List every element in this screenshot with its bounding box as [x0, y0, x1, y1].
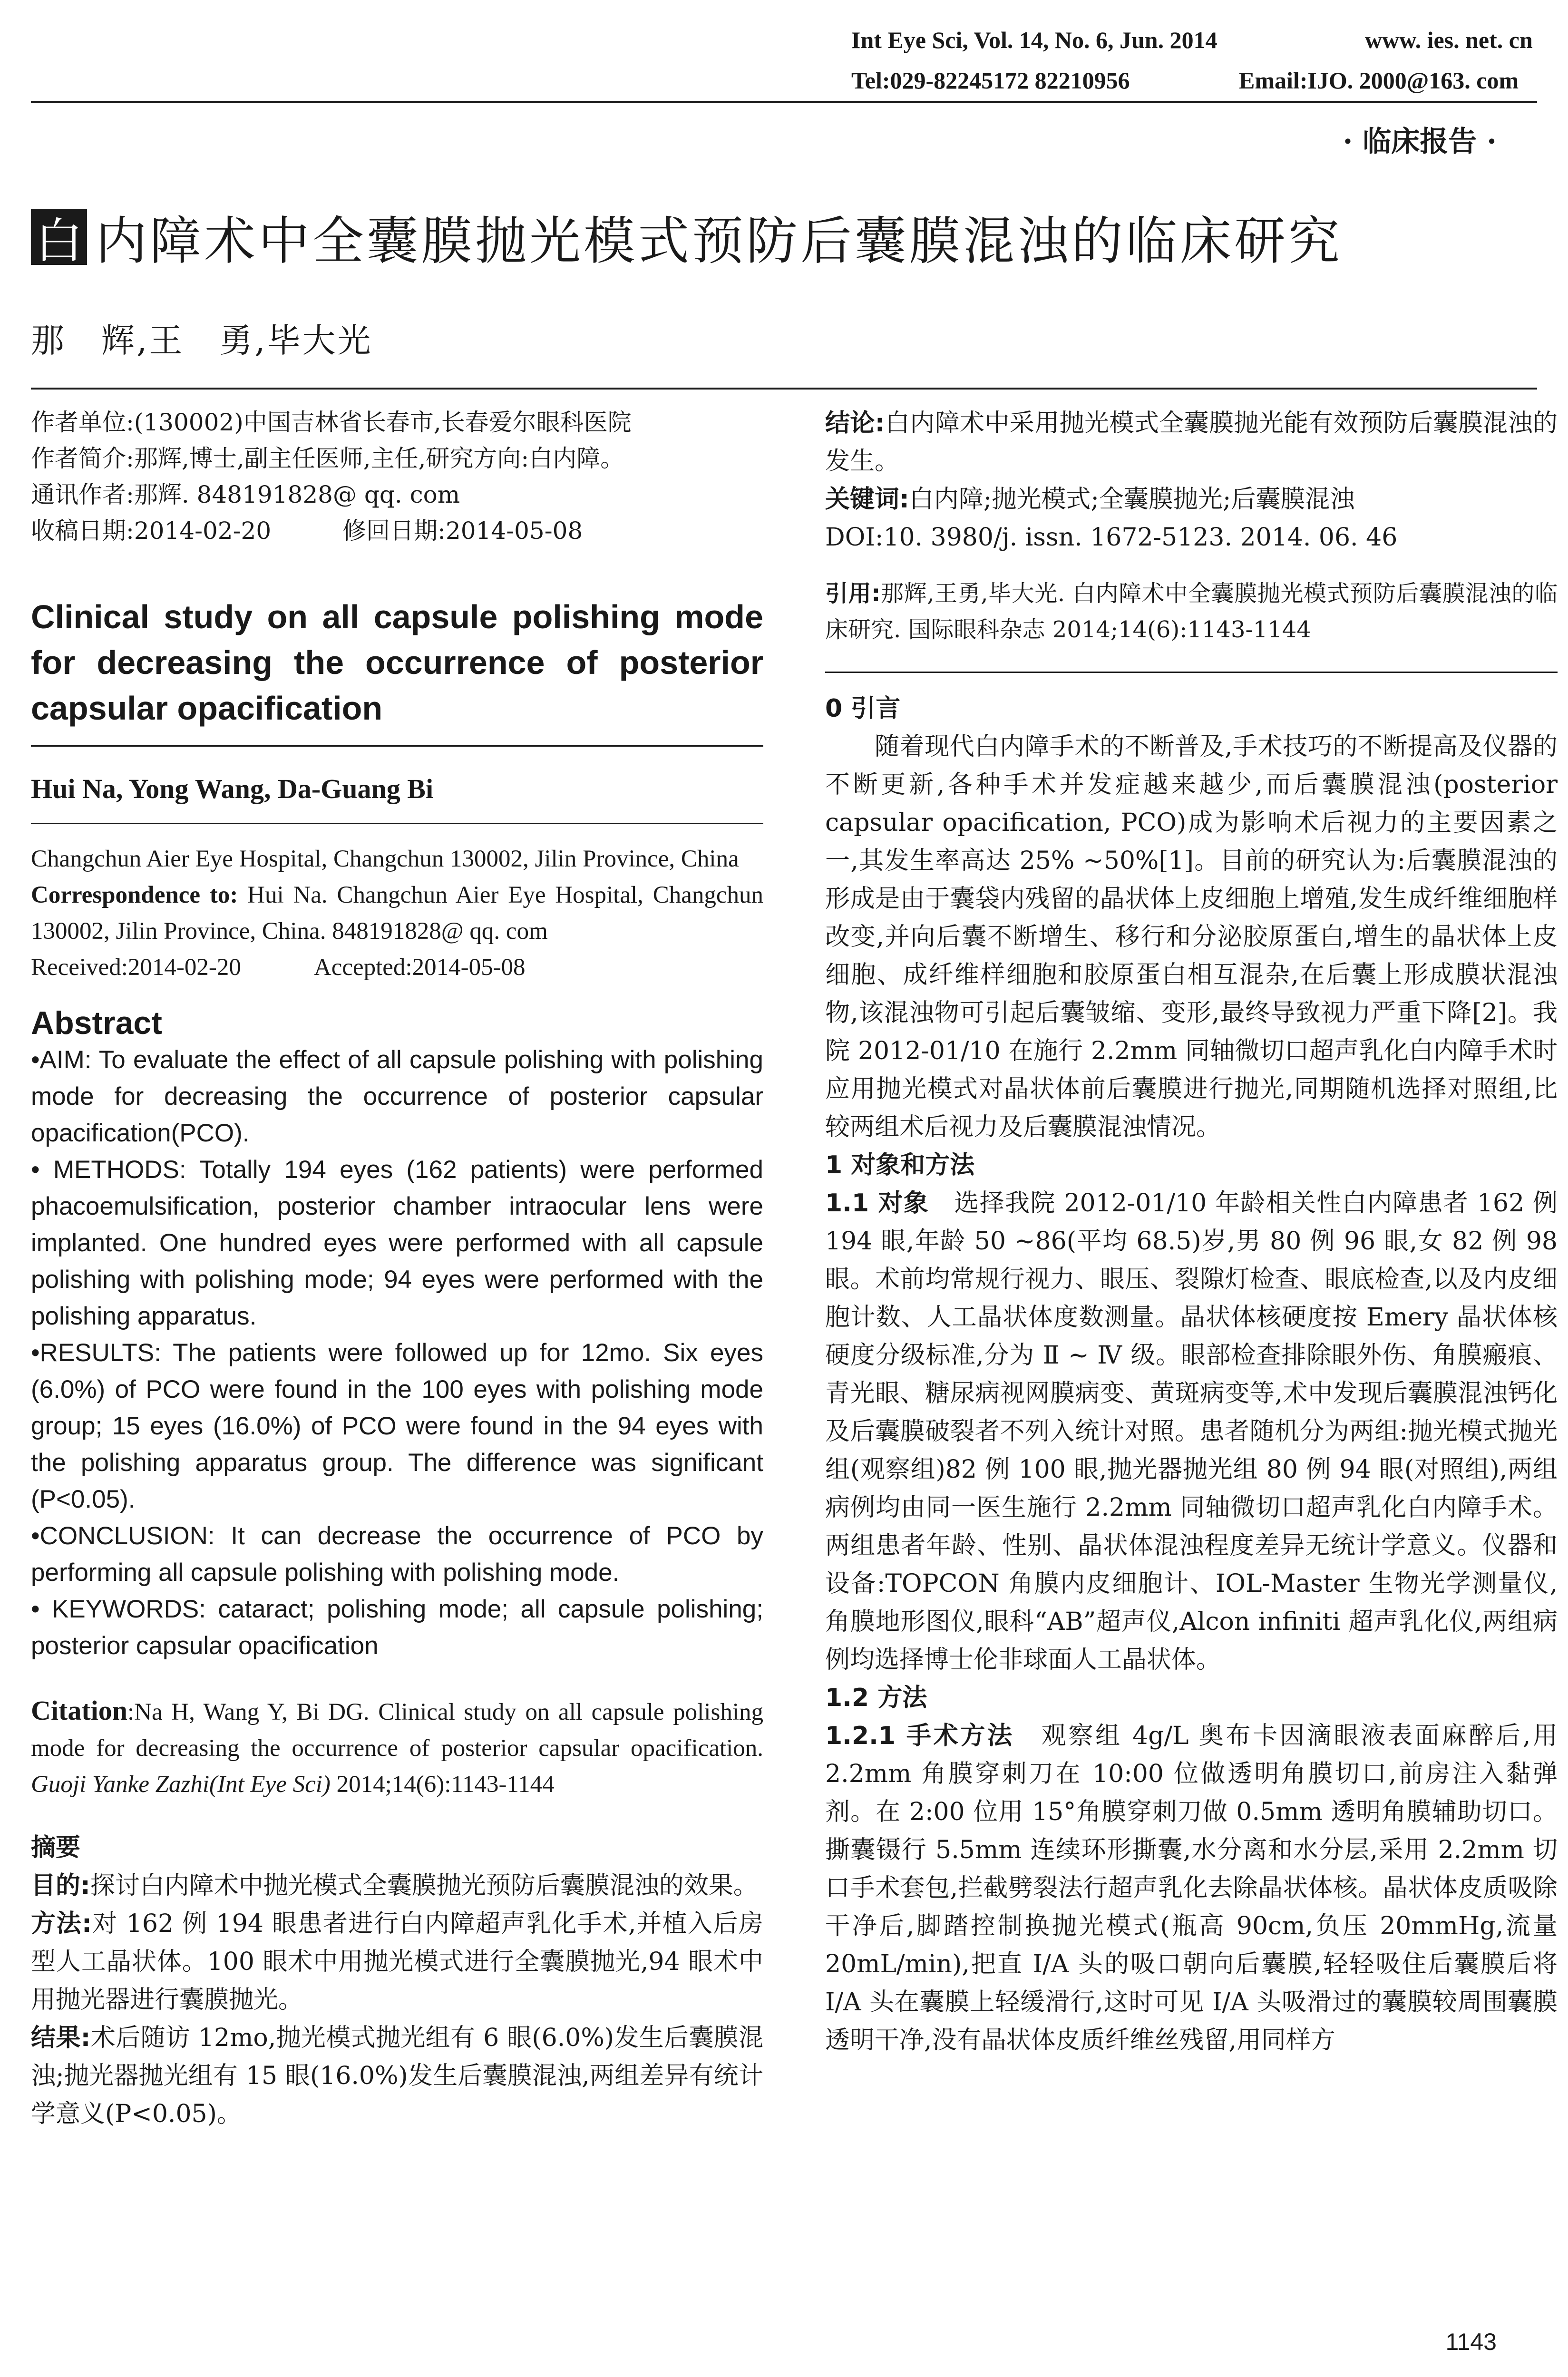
- title-first-char: 白: [31, 209, 87, 265]
- meta-dates: 收稿日期:2014-02-20 修回日期:2014-05-08: [31, 517, 583, 545]
- abstract-aim: •AIM: To evaluate the effect of all capsule polishing with polishing mode for decreasing the occurrence of posterior capsular opacification(PCO).: [31, 1046, 763, 1147]
- mudi-label: 目的:: [31, 1871, 90, 1900]
- authors-cn: 那 辉,王 勇,毕大光: [31, 321, 373, 360]
- page-number: 1143: [1445, 2328, 1497, 2355]
- meta-bio: 作者简介:那辉,博士,副主任医师,主任,研究方向:白内障。: [31, 445, 624, 472]
- yinyong-text: 那辉,王勇,毕大光. 白内障术中全囊膜抛光模式预防后囊膜混浊的临床研究. 国际眼科杂志 2014;14(6):1143-1144: [825, 580, 1558, 643]
- intro-heading: 0 引言: [825, 694, 901, 723]
- abstract-conclusion: •CONCLUSION: It can decrease the occurrence of PCO by performing all capsule polishing with polishing mode.: [31, 1522, 763, 1587]
- zhaiyao-fangfa: [31, 1905, 763, 2019]
- fangfa-label: 方法:: [31, 1909, 92, 1938]
- keywords-cn-label: 关键词:: [825, 485, 909, 514]
- title-rule: [31, 388, 1537, 390]
- citation-tail: 2014;14(6):1143-1144: [330, 1771, 555, 1798]
- jielun-text: 白内障术中采用抛光模式全囊膜抛光能有效预防后囊膜混浊的发生。: [825, 409, 1558, 476]
- mudi-text: 探讨白内障术中抛光模式全囊膜抛光预防后囊膜混浊的效果。: [90, 1871, 758, 1900]
- meta-affiliation: 作者单位:(130002)中国吉林省长春市,长春爱尔眼科医院: [31, 409, 632, 436]
- abstract-keywords: • KEYWORDS: cataract; polishing mode; all capsule polishing; posterior capsular opacification: [31, 1595, 763, 1660]
- zhaiyao-jieguo: [31, 2019, 763, 2133]
- doi: DOI:10. 3980/j. issn. 1672-5123. 2014. 06. 46: [825, 523, 1398, 552]
- surgery-label: 1.2.1 手术方法: [825, 1722, 1014, 1750]
- title-text: 内障术中全囊膜抛光模式预防后囊膜混浊的临床研究: [96, 212, 1343, 271]
- citation-rule: [825, 672, 1558, 673]
- objects-para: [825, 1184, 1558, 1679]
- citation-en: [31, 1693, 763, 1802]
- methods-heading: 1 对象和方法: [825, 1151, 975, 1179]
- abstract-results: •RESULTS: The patients were followed up for 12mo. Six eyes (6.0%) of PCO were found in the 100 eyes with polishing mode group; 15 eyes (16.0%) of PCO were found in the 94 eyes with the polishing apparatus group. The difference was significant (P<0.05).: [31, 1339, 763, 1513]
- objects-text: 选择我院 2012-01/10 年龄相关性白内障患者 162 例 194 眼,年龄 50 ~86(平均 68.5)岁,男 80 例 96 眼,女 82 例 98 眼。术前均常规行视力、眼压、裂隙灯检查、眼底检查,以及内皮细胞计数、人工晶状体度数测量。晶状体核硬度按 Emery 晶状体核硬度分级标准,分为 Ⅱ ~ Ⅳ 级。眼部检查排除眼外伤、角膜瘢痕、青光眼、糖尿病视网膜病变、黄斑病变等,术中发现后囊膜混浊钙化及后囊膜破裂者不列入统计对照。患者随机分为两组:抛光模式抛光组(观察组)82 例 100 眼,抛光器抛光组 80 例 94 眼(对照组),两组病例均由同一医生施行 2.2mm 同轴微切口超声乳化白内障手术。两组患者年龄、性别、晶状体混浊程度差异无统计学意义。仪器和设备:TOPCON 角膜内皮细胞计、IOL-Master 生物光学测量仪,角膜地形图仪,眼科“AB”超声仪,Alcon infiniti 超声乳化仪,两组病例均选择博士伦非球面人工晶状体。: [825, 1189, 1558, 1674]
- yinyong-label: 引用:: [825, 580, 881, 607]
- citation-label: Citation: [31, 1695, 127, 1726]
- zhaiyao-heading: 摘要: [31, 1833, 81, 1862]
- jielun: [825, 404, 1558, 480]
- intro-text: 随着现代白内障手术的不断普及,手术技巧的不断提高及仪器的不断更新,各种手术并发症越来越少,而后囊膜混浊(posterior capsular opacification, PCO)成为影响术后视力的主要因素之一,其发生率高达 25% ~50%[1]。目前的研究认为:后囊膜混浊的形成是由于囊袋内残留的晶状体上皮细胞上增殖,发生成纤维细胞样改变,并向后囊不断增生、移行和分泌胶原蛋白,增生的晶状体上皮细胞、成纤维样细胞和胶原蛋白相互混杂,在后囊上形成膜状混浊物,该混浊物可引起后囊皱缩、变形,最终导致视力严重下降[2]。我院 2012-01/10 在施行 2.2mm 同轴微切口超声乳化白内障手术时应用抛光模式对晶状体前后囊膜进行抛光,同期随机选择对照组,比较两组术后视力及后囊膜混浊情况。: [825, 732, 1558, 1141]
- page-title: [31, 200, 1343, 273]
- en-authors-rule: [31, 823, 763, 824]
- en-title-rule: [31, 745, 763, 747]
- objects-label: 1.1 对象: [825, 1189, 929, 1218]
- english-authors: Hui Na, Yong Wang, Da-Guang Bi: [31, 773, 434, 804]
- received-en: Received:2014-02-20 Accepted:2014-05-08: [31, 954, 526, 981]
- zhaiyao-mudi: [31, 1867, 763, 1905]
- english-title: Clinical study on all capsule polishing mode for decreasing the occurrence of posterior capsular opacification: [31, 598, 763, 727]
- jieguo-label: 结果:: [31, 2024, 91, 2052]
- method-heading: 1.2 方法: [825, 1684, 927, 1712]
- journal-website: www. ies. net. cn: [1365, 27, 1533, 53]
- keywords-cn-text: 白内障;抛光模式;全囊膜抛光;后囊膜混浊: [909, 485, 1355, 514]
- surgery-text: 观察组 4g/L 奥布卡因滴眼液表面麻醉后,用 2.2mm 角膜穿刺刀在 10:00 位做透明角膜切口,前房注入黏弹剂。在 2:00 位用 15°角膜穿刺刀做 0.5mm 透明角膜辅助切口。撕囊镊行 5.5mm 连续环形撕囊,水分离和水分层,采用 2.2mm 切口手术套包,拦截劈裂法行超声乳化去除晶状体核。晶状体皮质吸除干净后,脚踏控制换抛光模式(瓶高 90cm,负压 20mmHg,流量 20mL/min),把直 I/A 头的吸口朝向后囊膜,轻轻吸住后囊膜后将 I/A 头在囊膜上轻缓滑行,这时可见 I/A 头吸滑过的囊膜较周围囊膜透明干净,没有晶状体皮质纤维丝残留,用同样方: [825, 1722, 1558, 2055]
- jieguo-text: 术后随访 12mo,抛光模式抛光组有 6 眼(6.0%)发生后囊膜混浊;抛光器抛光组有 15 眼(16.0%)发生后囊膜混浊,两组差异有统计学意义(P<0.05)。: [31, 2024, 763, 2128]
- citation-journal: Guoji Yanke Zazhi(Int Eye Sci): [31, 1771, 331, 1798]
- section-tag: · 临床报告 ·: [1343, 125, 1497, 158]
- correspondence-label: Correspondence to:: [31, 882, 238, 908]
- jielun-label: 结论:: [825, 409, 885, 438]
- left-column: [31, 404, 763, 2133]
- journal-email: Email:IJO. 2000@163. com: [1239, 67, 1519, 94]
- correspondence-text: Hui Na. Changchun Aier Eye Hospital, Changchun 130002, Jilin Province, China. 848191828@ qq. com: [31, 882, 763, 945]
- affiliation-en: Changchun Aier Eye Hospital, Changchun 130002, Jilin Province, China: [31, 846, 739, 872]
- keywords-cn: [825, 480, 1558, 518]
- yinyong: [825, 575, 1558, 648]
- meta-corresponding: 通讯作者:那辉. 848191828@ qq. com: [31, 481, 460, 508]
- abstract-methods: • METHODS: Totally 194 eyes (162 patients) were performed phacoemulsification, posterior chamber intraocular lens were implanted. One hundred eyes were performed with all capsule polishing with polishing mode; 94 eyes were performed with the polishing apparatus.: [31, 1156, 763, 1330]
- abstract-heading: Abstract: [31, 1005, 162, 1041]
- journal-tel: Tel:029-82245172 82210956: [851, 67, 1130, 94]
- right-column: [825, 404, 1558, 2059]
- surgery-para: [825, 1717, 1558, 2059]
- fangfa-text: 对 162 例 194 眼患者进行白内障超声乳化手术,并植入后房型人工晶状体。100 眼术中用抛光模式进行全囊膜抛光,94 眼术中用抛光器进行囊膜抛光。: [31, 1909, 764, 2014]
- journal-info: Int Eye Sci, Vol. 14, No. 6, Jun. 2014: [851, 27, 1217, 53]
- citation-text: :Na H, Wang Y, Bi DG. Clinical study on all capsule polishing mode for decreasing the occurrence of posterior capsular opacification.: [31, 1699, 763, 1762]
- header-rule: [31, 101, 1537, 103]
- correspondence-en: [31, 877, 763, 949]
